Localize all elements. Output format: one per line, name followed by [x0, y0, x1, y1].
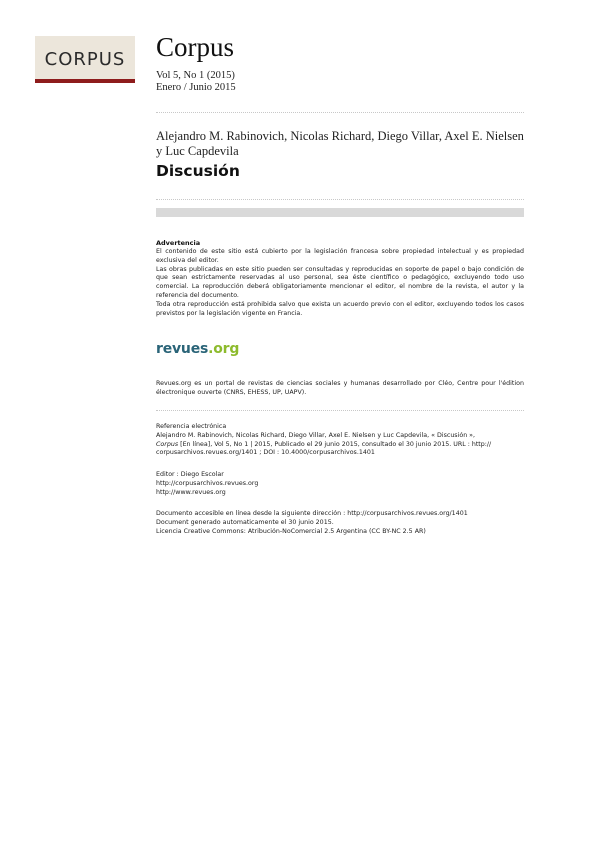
- editor-name: Editor : Diego Escolar: [156, 471, 224, 478]
- corpus-logo: [35, 36, 135, 83]
- reference-details[interactable]: [En línea], Vol 5, No 1 | 2015, Publicado el 29 junio 2015, consultado el 30 junio 2015. URL : http://: [178, 440, 492, 448]
- revues-logo-domain: .org: [208, 341, 240, 357]
- revues-description: Revues.org es un portal de revistas de ciencias sociales y humanas desarrollado por Cléo, Centre pour l'édition électronique ouverte (CNRS, EHESS, UP, UAPV).: [156, 380, 524, 396]
- divider: [156, 199, 524, 200]
- issue-date: Enero / Junio 2015: [156, 82, 236, 93]
- journal-name: Corpus: [156, 32, 235, 62]
- authors-line: Alejandro M. Rabinovich, Nicolas Richard, Diego Villar, Axel E. Nielsen: [156, 129, 524, 143]
- reference-journal: Corpus: [156, 440, 179, 448]
- license: Licencia Creative Commons: Atribución-NoComercial 2.5 Argentina (CC BY-NC 2.5 AR): [156, 527, 426, 535]
- document-footer: [156, 510, 524, 536]
- divider: [156, 410, 524, 411]
- logo-text: CORPUS: [44, 49, 126, 70]
- revues-logo[interactable]: [156, 341, 239, 357]
- warning-paragraph: El contenido de este sitio está cubierto por la legislación francesa sobre propiedad intelectual y es propiedad exclusiva del editor.: [156, 248, 524, 264]
- revues-link[interactable]: http://www.revues.org: [156, 488, 226, 496]
- reference-heading: Referencia electrónica: [156, 423, 227, 430]
- editor-info: [156, 471, 524, 497]
- divider: [156, 112, 524, 113]
- volume-line: Vol 5, No 1 (2015): [156, 70, 235, 81]
- article-authors: [156, 129, 536, 158]
- title-bar: [156, 208, 524, 217]
- journal-issue: [156, 70, 236, 94]
- warning-heading: Advertencia: [156, 239, 201, 247]
- reference-line: Alejandro M. Rabinovich, Nicolas Richard, Diego Villar, Axel E. Nielsen y Luc Capdevila, « Discusión »,: [156, 431, 476, 439]
- revues-logo-word: revues: [156, 341, 209, 357]
- article-title: Discusión: [156, 162, 240, 180]
- access-url[interactable]: Documento accesible en línea desde la siguiente dirección : http://corpusarchivos.revues.org/1401: [156, 510, 468, 517]
- generated-date: Document generado automaticamente el 30 junio 2015.: [156, 518, 334, 526]
- warning-paragraph: Toda otra reproducción está prohibida salvo que exista un acuerdo previo con el editor, excluyendo todos los casos previstos por la legislación vigente en Francia.: [156, 300, 524, 317]
- reference-line: [156, 441, 524, 450]
- authors-line: y Luc Capdevila: [156, 143, 239, 158]
- warning-paragraph: Las obras publicadas en este sitio pueden ser consultadas y reproducidas en soporte de papel o bajo condición de que sean estrictamente reservadas al uso personal, sea éste científico o pedagógico, excluyendo todo uso comercial. La reproducción deberá obligatoriamente mencionar el editor, el nombre de la revista, el autor y la referencia del documento.: [156, 265, 524, 299]
- logo-underline: [35, 79, 135, 83]
- reference-url-line[interactable]: corpusarchivos.revues.org/1401 ; DOI : 10.4000/corpusarchivos.1401: [156, 449, 375, 457]
- warning-text: [156, 248, 524, 318]
- editor-link[interactable]: http://corpusarchivos.revues.org: [156, 479, 259, 487]
- electronic-reference: [156, 423, 524, 458]
